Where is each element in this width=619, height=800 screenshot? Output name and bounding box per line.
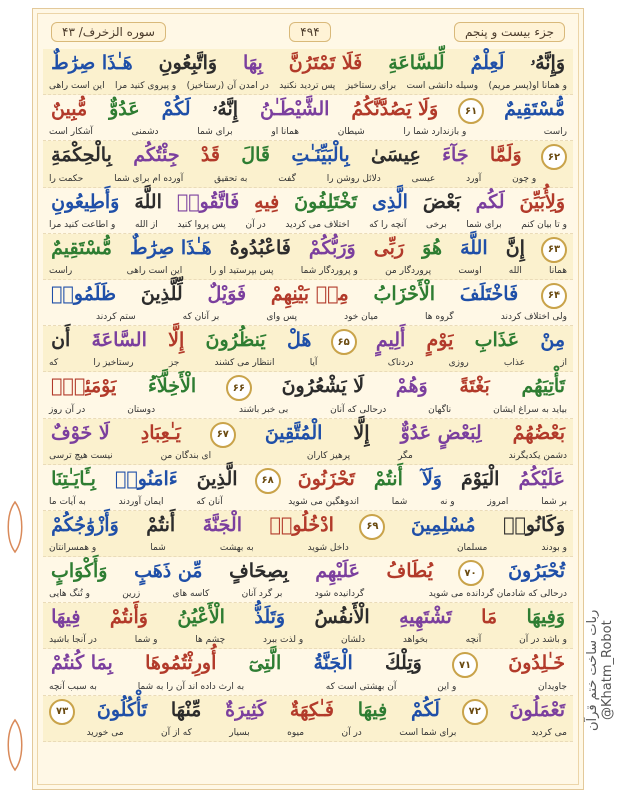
arabic-word: ءَامَنُوا۟ — [114, 467, 178, 490]
translation-word: می کردید — [531, 727, 567, 738]
arabic-word: السَّاعَةَ — [91, 329, 147, 352]
arabic-word: وَلَا يَصُدَّنَّكُمُ — [351, 98, 439, 121]
arabic-word: فَاتَّقُوا۟ — [176, 190, 240, 213]
arabic-word: فِيهِ — [254, 190, 280, 213]
arabic-word: بِهَا — [243, 52, 263, 74]
ayah-number: ۶۸ — [255, 468, 281, 494]
arabic-word: جَآءَ — [442, 144, 469, 167]
translation-word: امروز — [487, 496, 509, 507]
translation-word: عیسی — [411, 173, 436, 184]
arabic-word: إِلَّا — [353, 421, 370, 444]
translation-word: همانا او — [271, 127, 299, 138]
arabic-word: تَأْكُلُونَ — [96, 698, 148, 721]
translation-word: داخل شوید — [307, 543, 349, 554]
arabic-word: لَعِلْمٌ — [470, 52, 505, 74]
translation-word: درحالی که شادمان گردانده می شوید — [428, 589, 567, 600]
arabic-word: خَـٰلِدُونَ — [508, 652, 565, 675]
translation-word: آورده ام برای شما — [114, 173, 184, 184]
arabic-word: اللَّهَ — [460, 236, 488, 259]
translation-text — [49, 543, 567, 553]
translation-word: اختلاف می کردید — [285, 219, 350, 230]
arabic-word: بِالْبَيِّنَـٰتِ — [291, 144, 350, 167]
translation-word: و پیروی کنید مرا — [114, 81, 177, 92]
translation-word: پس پروا کنید — [177, 219, 226, 230]
translation-word: برای شما — [197, 127, 233, 138]
verse-line — [43, 696, 573, 742]
translation-word: ایمان آوردند — [118, 496, 164, 507]
arabic-word: بِمَا كُنتُمْ — [51, 652, 113, 675]
translation-word: از الله — [134, 219, 158, 230]
arabic-word: الْجَنَّةُ — [313, 652, 353, 675]
quran-page — [32, 8, 584, 790]
translation-word: پس بپرستید او را — [209, 265, 274, 276]
arabic-word: تُحْبَرُونَ — [508, 560, 565, 583]
translation-word: در آن — [245, 219, 266, 230]
translation-word: میان خود — [344, 312, 379, 323]
arabic-text — [49, 699, 567, 725]
arabic-word: الَّذِينَ — [196, 467, 238, 490]
arabic-text — [49, 560, 567, 586]
translation-word: برای شما است — [399, 727, 457, 738]
translation-word: به سبب آنچه — [49, 681, 97, 692]
arabic-word: مِّن ذَهَبٍ — [134, 560, 203, 583]
translation-word: اندوهگین می شوید — [288, 496, 360, 507]
arabic-word: وَكَانُوا۟ — [503, 513, 565, 536]
arabic-word: أَنتُمْ — [373, 467, 403, 490]
arabic-word: وَهُمْ — [395, 375, 428, 398]
translation-word: و چون — [512, 173, 537, 184]
ornament-icon — [2, 500, 28, 554]
translation-word: گردانیده شود — [314, 589, 365, 600]
translation-word: می خورید — [86, 727, 124, 738]
translation-word: که از آن — [161, 727, 192, 738]
translation-word: و بودند — [541, 543, 567, 554]
arabic-word: مُّسْتَقِيمٌ — [51, 236, 112, 259]
ayah-number: ۶۹ — [359, 514, 385, 540]
translation-word: راست — [49, 265, 73, 276]
translation-word: که — [49, 358, 59, 369]
translation-word: ای بندگان من — [160, 450, 212, 461]
arabic-text — [49, 422, 567, 448]
arabic-text — [49, 52, 567, 74]
surah-label: سوره الزخرف/ ۴۳ — [51, 22, 166, 42]
translation-word: پرهیز کاران — [306, 450, 351, 461]
arabic-word: عَذَابِ — [474, 329, 520, 352]
arabic-word: هُوَ — [422, 236, 442, 259]
translation-text — [49, 497, 567, 507]
translation-text — [49, 174, 567, 184]
translation-word: آشکار است — [49, 127, 93, 138]
translation-word: بسیار — [229, 727, 250, 738]
translation-word: در آن روز — [49, 404, 86, 415]
arabic-word: مُّبِينٌ — [51, 98, 88, 121]
arabic-word: لِّلَّذِينَ — [140, 282, 183, 305]
arabic-word: الْمُتَّقِينَ — [264, 421, 323, 444]
arabic-word: وَفِيهَا — [526, 606, 565, 629]
verse-lines — [43, 49, 573, 781]
arabic-word: مُّسْتَقِيمٌ — [504, 98, 565, 121]
verse-line — [43, 49, 573, 95]
arabic-word: عِيسَىٰ — [370, 144, 421, 167]
translation-text — [49, 127, 567, 137]
ayah-number: ۶۶ — [226, 375, 252, 401]
arabic-word: بَغْتَةً — [459, 375, 490, 398]
arabic-word: بِـَٔايَـٰتِنَا — [51, 467, 96, 490]
translation-word: راست — [543, 127, 567, 138]
arabic-word: وَتَلَذُّ — [254, 606, 286, 629]
translation-text — [49, 81, 567, 91]
translation-word: در آن — [341, 727, 362, 738]
translation-word: و بازندارد شما را — [403, 127, 467, 138]
arabic-word: تَحْزَنُونَ — [297, 467, 355, 490]
arabic-text — [49, 329, 567, 355]
translation-word: و تُنگ هایی — [49, 589, 90, 600]
arabic-word: إِلَّا — [168, 329, 185, 352]
arabic-word: وَأَزْوَٰجُكُمْ — [51, 513, 119, 536]
translation-word: مسلمان — [456, 543, 488, 554]
translation-word: حکمت را — [49, 173, 84, 184]
juz-label: جزء بیست و پنجم — [454, 22, 565, 42]
page-number: ۴۹۴ — [289, 22, 330, 42]
translation-word: دشمن یکدیگرند — [508, 450, 567, 461]
ayah-number: ۷۰ — [458, 560, 484, 586]
arabic-text — [49, 606, 567, 628]
arabic-text — [49, 283, 567, 309]
translation-word: عذاب — [503, 358, 525, 369]
arabic-word: وَأَكْوَابٍ — [51, 560, 108, 583]
arabic-word: لَا يَشْعُرُونَ — [281, 375, 365, 398]
arabic-word: بِالْحِكْمَةِ — [51, 144, 112, 167]
ayah-number: ۶۴ — [541, 283, 567, 309]
translation-word: به بهشت — [219, 543, 254, 554]
translation-text — [49, 728, 567, 738]
translation-text — [49, 635, 567, 645]
translation-word: دردناک — [387, 358, 414, 369]
arabic-word: أَلِيمٍ — [375, 329, 406, 352]
translation-text — [49, 266, 567, 276]
arabic-word: لَكُمْ — [410, 698, 440, 721]
arabic-word: تَأْتِيَهُم — [521, 375, 565, 398]
arabic-word: بِصِحَافٍ — [229, 560, 289, 583]
arabic-word: فَـٰكِهَةٌ — [289, 698, 334, 721]
translation-word: و تا بیان کنم — [521, 219, 567, 230]
translation-word: آن بهشتی است که — [325, 681, 397, 692]
arabic-word: إِنَّهُۥ — [212, 98, 239, 121]
translation-text — [49, 358, 567, 368]
arabic-text — [49, 237, 567, 263]
arabic-word: وَلَمَّا — [489, 144, 522, 167]
translation-word: شما — [150, 543, 166, 554]
translation-word: دشمنی — [131, 127, 159, 138]
arabic-word: مِنْ — [540, 329, 565, 352]
translation-word: گروه ها — [425, 312, 454, 323]
translation-word: از — [560, 358, 567, 369]
translation-word: این است راهی — [126, 265, 183, 276]
arabic-word: عَلَيْهِم — [315, 560, 360, 583]
ayah-number: ۶۲ — [541, 144, 567, 170]
verse-line — [43, 95, 573, 141]
translation-word: بخواهد — [402, 635, 428, 646]
translation-text — [49, 589, 567, 599]
arabic-word: رَبِّى — [373, 236, 405, 259]
translation-word: نیست هیچ ترسی — [49, 450, 113, 461]
translation-word: برای شما — [466, 219, 502, 230]
translation-word: زرین — [122, 589, 141, 600]
translation-word: پس وای — [266, 312, 298, 323]
arabic-word: فِيهَا — [51, 606, 81, 629]
ayah-number: ۷۱ — [452, 652, 478, 678]
translation-word: الله — [508, 265, 522, 276]
translation-word: به آیات ما — [49, 496, 86, 507]
ornament-icon — [2, 718, 28, 772]
arabic-word: يَـٰعِبَادِ — [140, 421, 181, 444]
translation-word: وسیله دانشی است — [406, 81, 479, 92]
arabic-word: فَوَيْلٌ — [207, 282, 247, 305]
translation-word: بر گرد آنان — [241, 589, 283, 600]
arabic-text — [49, 652, 567, 678]
verse-line — [43, 557, 573, 603]
translation-word: شیطان — [337, 127, 365, 138]
arabic-word: هَـٰذَا صِرَٰطٌ — [130, 236, 212, 259]
arabic-word: فَاعْبُدُوهُ — [229, 236, 291, 259]
arabic-word: وَتِلْكَ — [385, 652, 422, 675]
translation-word: آیا — [309, 358, 318, 369]
arabic-word: وَلَآ — [421, 467, 442, 490]
translation-word: جاویدان — [538, 681, 567, 692]
arabic-word: عَلَيْكُمُ — [518, 467, 565, 490]
arabic-word: قَالَ — [241, 144, 270, 167]
translation-word: بر شما — [541, 496, 567, 507]
verse-line — [43, 234, 573, 280]
translation-word: و نه — [440, 496, 455, 507]
translation-word: آنچه — [465, 635, 482, 646]
ayah-number: ۷۳ — [49, 699, 75, 725]
translation-word: و شما — [134, 635, 158, 646]
arabic-text — [49, 144, 567, 170]
translation-word: در آنجا باشید — [49, 635, 97, 646]
arabic-word: فِيهَا — [357, 698, 388, 721]
arabic-word: الْأَعْيُنُ — [177, 606, 225, 629]
translation-word: و باشد در آن — [519, 635, 567, 646]
verse-line — [43, 649, 573, 695]
translation-word: گفت — [278, 173, 296, 184]
arabic-word: وَرَبُّكُمْ — [308, 236, 356, 259]
verse-line — [43, 141, 573, 187]
arabic-word: اللَّهَ — [134, 190, 162, 213]
arabic-word: مِّنْهَا — [170, 698, 202, 721]
arabic-word: مُسْلِمِينَ — [410, 513, 476, 536]
translation-text — [49, 682, 567, 692]
arabic-word: ادْخُلُوا۟ — [269, 513, 334, 536]
translation-word: بی خبر باشند — [239, 404, 289, 415]
arabic-word: جِئْتُكُم — [133, 144, 180, 167]
arabic-word: لَكُمْ — [161, 98, 191, 121]
verse-line — [43, 465, 573, 511]
arabic-word: أَن — [51, 329, 71, 352]
verse-line — [43, 188, 573, 234]
arabic-word: الَّذِى — [372, 190, 408, 213]
arabic-word: لَا خَوْفٌ — [51, 421, 110, 444]
watermark-text: ربات ساخت ختم قرآن @Khatm_Robot — [585, 609, 615, 731]
translation-word: و پروردگار شما — [300, 265, 358, 276]
translation-word: در امدن آن (رستاخیز) — [186, 81, 269, 92]
translation-word: برخی — [426, 219, 447, 230]
translation-word: همانا — [549, 265, 567, 276]
arabic-word: تَخْتَلِفُونَ — [294, 190, 358, 213]
arabic-word: الْأَنفُسُ — [314, 606, 370, 629]
translation-word: ولی اختلاف کردند — [500, 312, 567, 323]
arabic-word: وَإِنَّهُۥ — [530, 52, 565, 74]
verse-line — [43, 280, 573, 326]
translation-word: برای رستاخیز — [345, 81, 397, 92]
arabic-word: يُطَافُ — [386, 560, 433, 583]
arabic-word: بَعْضَ — [422, 190, 461, 213]
arabic-word: هَلْ — [286, 329, 312, 352]
arabic-word: قَدْ — [200, 144, 220, 167]
page-header — [51, 19, 565, 45]
arabic-text — [49, 98, 567, 124]
arabic-word: لِبَعْضٍ عَدُوٌّ — [400, 421, 482, 444]
translation-word: به ارث داده اند آن را به شما — [137, 681, 245, 692]
translation-word: رستاخیز را — [93, 358, 134, 369]
arabic-word: الْيَوْمَ — [461, 467, 500, 490]
translation-word: پروردگار من — [385, 265, 432, 276]
translation-word: جز — [168, 358, 180, 369]
arabic-word: مَا — [481, 606, 498, 629]
arabic-word: الْأَخِلَّآءُ — [147, 375, 197, 398]
translation-word: دوستان — [127, 404, 156, 415]
translation-word: و این — [437, 681, 457, 692]
verse-line — [43, 372, 573, 418]
arabic-word: يَوْمٍ — [426, 329, 454, 352]
translation-word: روزی — [448, 358, 469, 369]
arabic-word: وَأَنتُمْ — [109, 606, 148, 629]
translation-word: انتظار می کشند — [214, 358, 275, 369]
arabic-word: ظَلَمُوا۟ — [51, 282, 117, 305]
translation-word: این است راهی — [49, 81, 105, 92]
translation-text — [49, 405, 567, 415]
translation-word: مگر — [398, 450, 413, 461]
translation-word: میوه — [287, 727, 305, 738]
arabic-word: تَعْمَلُونَ — [509, 698, 565, 721]
arabic-word: الَّتِىٓ — [248, 652, 282, 675]
translation-word: چشم ها — [195, 635, 226, 646]
arabic-word: تَشْتَهِيهِ — [399, 606, 452, 629]
translation-text — [49, 451, 567, 461]
arabic-word: لَكُم — [475, 190, 505, 213]
ayah-number: ۶۵ — [331, 329, 357, 355]
arabic-word: يَوْمَئِذٍۭ — [51, 375, 117, 398]
arabic-word: عَدُوٌّ — [109, 98, 140, 121]
translation-word: بیاید به سراغ ایشان — [493, 404, 567, 415]
translation-word: پس تردید نکنید — [279, 81, 336, 92]
translation-word: درحالی که آنان — [330, 404, 387, 415]
arabic-word: أَنتُمْ — [146, 513, 176, 536]
translation-word: آورد — [466, 173, 482, 184]
translation-word: آنچه را که — [369, 219, 407, 230]
arabic-word: وَلِأُبَيِّنَ — [519, 190, 565, 213]
arabic-text — [49, 514, 567, 540]
arabic-text — [49, 468, 567, 494]
translation-word: و لذت ببرد — [262, 635, 304, 646]
arabic-text — [49, 375, 567, 401]
arabic-word: فَاخْتَلَفَ — [459, 282, 519, 305]
translation-word: ستم کردند — [96, 312, 136, 323]
arabic-word: وَاتَّبِعُونِ — [158, 52, 218, 74]
translation-word: و اطاعت کنید مرا — [49, 219, 116, 230]
verse-line — [43, 511, 573, 557]
arabic-word: الْأَحْزَابُ — [373, 282, 436, 305]
arabic-word: الْجَنَّةَ — [202, 513, 242, 536]
arabic-word: الشَّيْطَـٰنُ — [260, 98, 330, 121]
translation-word: ناگهان — [428, 404, 452, 415]
ayah-number: ۶۱ — [458, 98, 484, 124]
translation-word: بر آنان که — [182, 312, 220, 323]
arabic-word: مِنۢ بَيْنِهِمْ — [270, 282, 349, 305]
verse-line — [43, 419, 573, 465]
arabic-word: وَأَطِيعُونِ — [51, 190, 120, 213]
arabic-word: كَثِيرَةٌ — [225, 698, 267, 721]
translation-word: کاسه های — [172, 589, 210, 600]
translation-word: به تحقیق — [214, 173, 248, 184]
translation-word: و همانا او(پسر مریم) — [488, 81, 567, 92]
verse-line — [43, 603, 573, 649]
translation-text — [49, 220, 567, 230]
arabic-word: لِّلسَّاعَةِ — [388, 52, 445, 74]
arabic-word: أُورِثْتُمُوهَا — [145, 652, 217, 675]
ayah-number: ۶۳ — [541, 237, 567, 263]
translation-word: اوست — [458, 265, 482, 276]
ayah-number: ۷۲ — [462, 699, 488, 725]
arabic-word: فَلَا تَمْتَرُنَّ — [288, 52, 363, 74]
arabic-text — [49, 191, 567, 213]
arabic-word: بَعْضُهُمْ — [512, 421, 565, 444]
translation-word: دلائل روشن را — [326, 173, 381, 184]
translation-word: و همسرانتان — [49, 543, 97, 554]
translation-word: شما — [391, 496, 408, 507]
arabic-word: هَـٰذَا صِرَٰطٌ — [51, 52, 133, 74]
translation-word: آنان که — [196, 496, 223, 507]
translation-word: دلشان — [340, 635, 366, 646]
verse-line — [43, 326, 573, 372]
arabic-word: يَنظُرُونَ — [205, 329, 266, 352]
translation-text — [49, 312, 567, 322]
arabic-word: إِنَّ — [505, 236, 525, 259]
ayah-number: ۶۷ — [210, 422, 236, 448]
